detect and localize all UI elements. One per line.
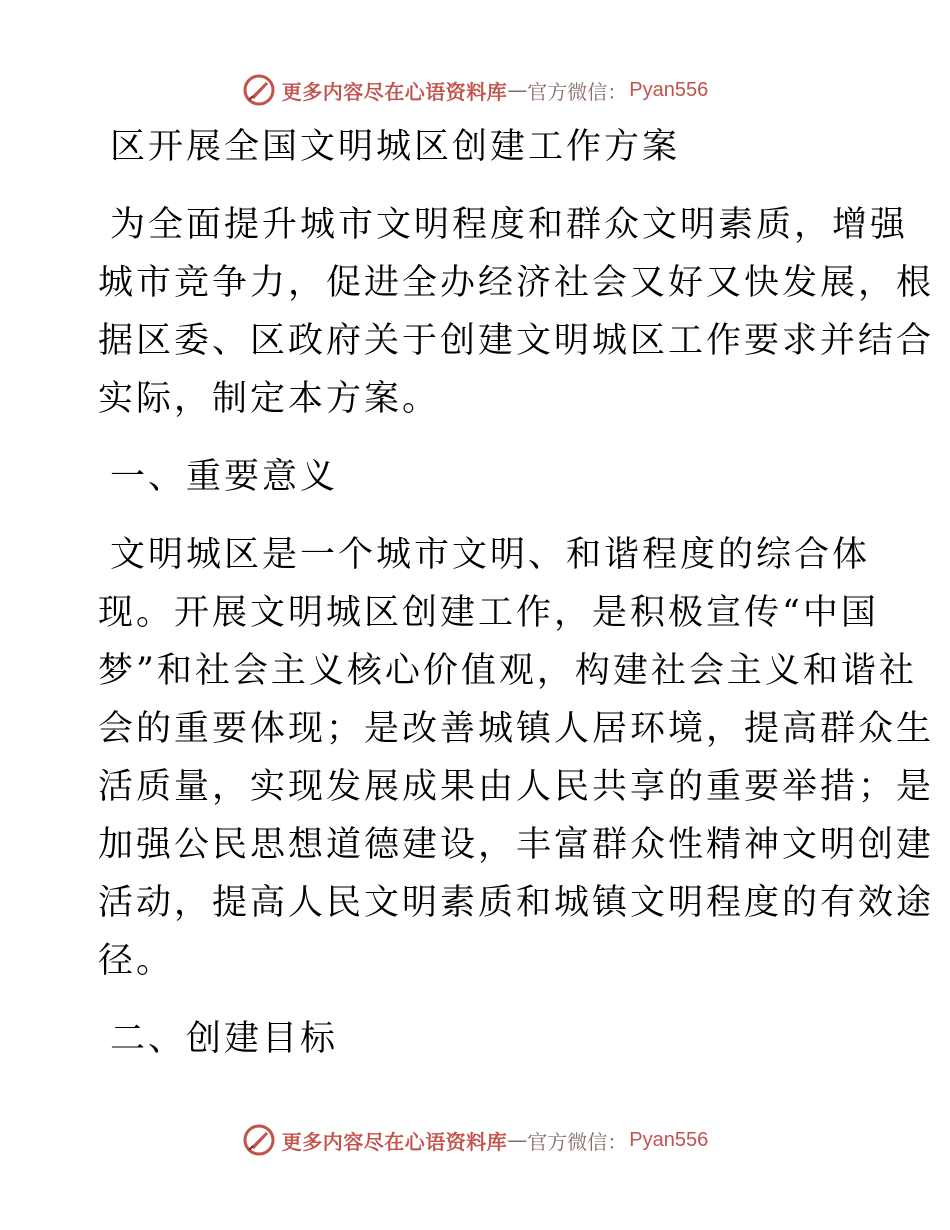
paragraph-line: 据区委、区政府关于创建文明城区工作要求并结合 <box>98 321 935 361</box>
paragraph-line: 会的重要体现；是改善城镇人居环境，提高群众生 <box>98 709 935 749</box>
section-heading-significance: 一、重要意义 <box>110 457 339 497</box>
paragraph-line: 文明城区是一个城市文明、和谐程度的综合体 <box>110 535 871 575</box>
paragraph-line: 活动，提高人民文明素质和城镇文明程度的有效途 <box>98 883 935 923</box>
paragraph-line: 加强公民思想道德建设，丰富群众性精神文明创建 <box>98 825 935 865</box>
watermark-gray-text: 官方微信： <box>527 79 628 104</box>
watermark-gray-text: 官方微信： <box>527 1129 628 1154</box>
quill-logo-icon <box>242 73 276 107</box>
paragraph-line: 为全面提升城市文明程度和群众文明素质，增强 <box>110 205 909 245</box>
watermark-id: Pyan556 <box>629 78 709 101</box>
document-title: 区开展全国文明城区创建工作方案 <box>110 127 681 167</box>
watermark-red-text: 更多内容尽在心语资料库 <box>281 79 508 104</box>
section-heading-goals: 二、创建目标 <box>110 1019 339 1059</box>
paragraph-line: 实际，制定本方案。 <box>98 379 441 419</box>
footer-watermark <box>0 1120 950 1160</box>
watermark-red-text: 更多内容尽在心语资料库 <box>281 1129 508 1154</box>
paragraph-line: 城市竞争力，促进全办经济社会又好又快发展，根 <box>98 263 935 303</box>
watermark-id: Pyan556 <box>629 1128 709 1151</box>
intro-paragraph <box>98 196 935 428</box>
paragraph-line: 现。开展文明城区创建工作，是积极宣传“中国 <box>98 593 879 633</box>
paragraph-line: 梦”和社会主义核心价值观，构建社会主义和谐社 <box>98 651 917 691</box>
header-watermark <box>0 70 950 110</box>
watermark-dash: — <box>507 1128 528 1152</box>
paragraph-line: 径。 <box>98 941 175 981</box>
quill-logo-icon <box>242 1123 276 1157</box>
watermark-dash: — <box>507 78 528 102</box>
significance-paragraph <box>98 526 935 990</box>
paragraph-line: 活质量，实现发展成果由人民共享的重要举措；是 <box>98 767 935 807</box>
document-body <box>98 118 935 1068</box>
